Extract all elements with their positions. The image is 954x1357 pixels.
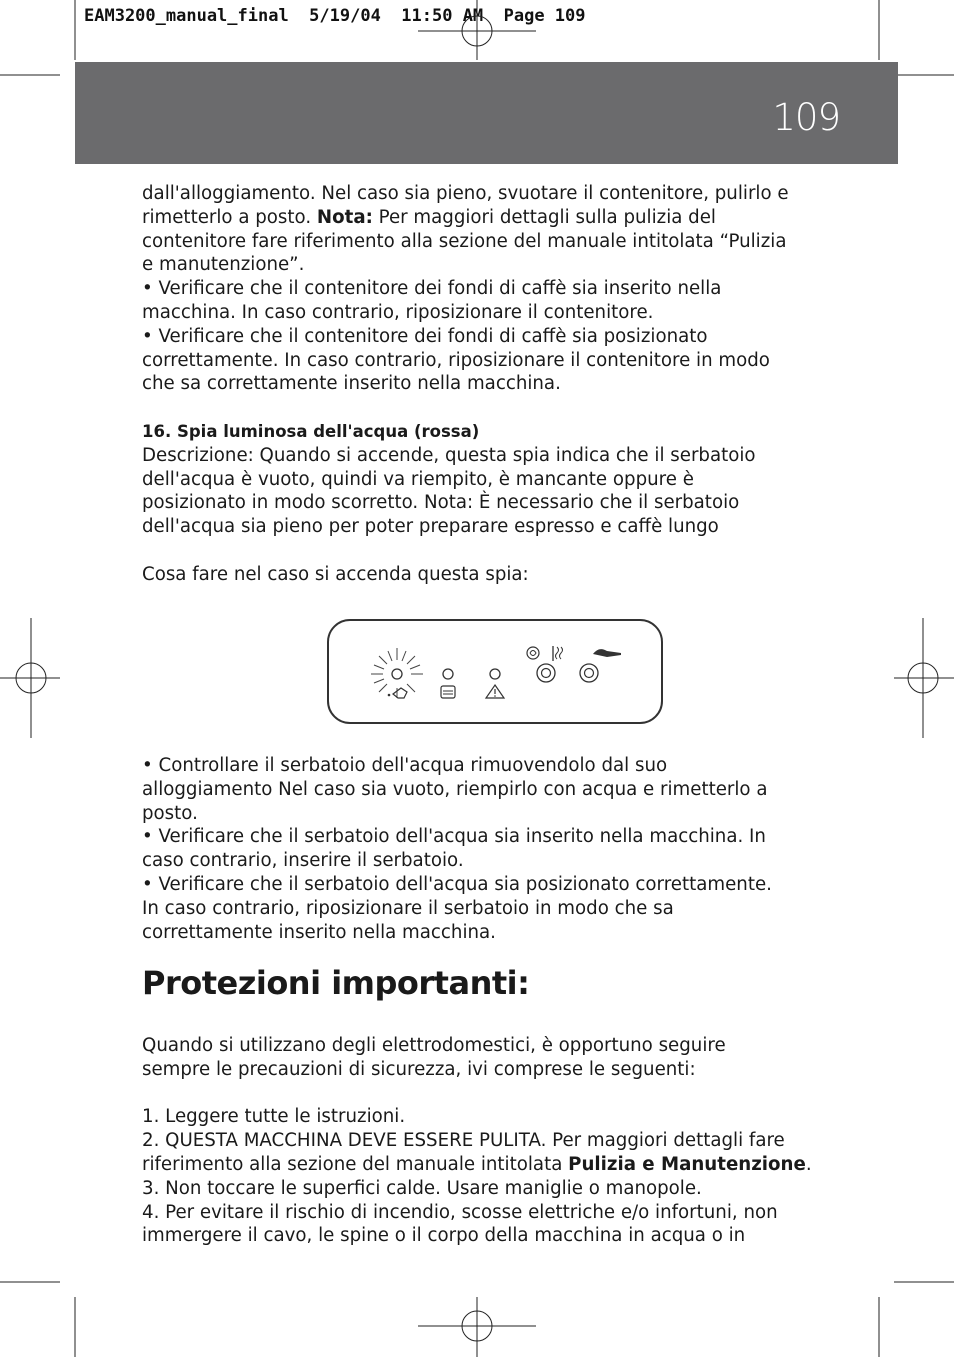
list-item: 3. Non toccare le superfici calde. Usare maniglie o manopole. — [142, 1177, 702, 1199]
list-item: 2. QUESTA MACCHINA DEVE ESSERE PULITA. Per maggiori dettagli fare — [142, 1130, 785, 1152]
text-line: dell'acqua è vuoto, quindi va riempito, è mancante oppure è — [142, 468, 694, 490]
bullet-line: • Verificare che il serbatoio dell'acqua sia posizionato correttamente. — [142, 873, 772, 895]
continued-instructions — [142, 182, 842, 587]
text-line: sempre le precauzioni di sicurezza, ivi comprese le seguenti: — [142, 1058, 696, 1080]
bullet-line: In caso contrario, riposizionare il serbatoio in modo che sa — [142, 897, 674, 919]
text-line: e manutenzione”. — [142, 254, 305, 276]
print-slug: EAM3200_manual_final 5/19/04 11:50 AM Page 109 — [84, 6, 586, 26]
bullet-line: caso contrario, inserire il serbatoio. — [142, 850, 464, 872]
text-line: Cosa fare nel caso si accenda questa spia: — [142, 563, 529, 585]
bullet-line: macchina. In caso contrario, riposizionare il contenitore. — [142, 301, 654, 323]
bullet-line: • Controllare il serbatoio dell'acqua rimuovendolo dal suo — [142, 755, 668, 776]
header-band — [75, 62, 898, 164]
list-item: riferimento alla sezione del manuale intitolata Pulizia e Manutenzione. — [142, 1153, 812, 1175]
section-title: Protezioni importanti: — [142, 964, 530, 1002]
bullet-line: alloggiamento Nel caso sia vuoto, riempirlo con acqua e rimetterlo a — [142, 778, 768, 800]
text-line: contenitore fare riferimento alla sezione del manuale intitolata “Pulizia — [142, 230, 787, 252]
text-line: posizionato in modo scorretto. Nota: È necessario che il serbatoio — [142, 492, 740, 514]
bold-reference: Pulizia e Manutenzione — [568, 1153, 806, 1175]
bullet-line: • Verificare che il contenitore dei fondi di caffè sia inserito nella — [142, 278, 722, 300]
bullet-line: correttamente inserito nella macchina. — [142, 921, 496, 943]
water-tank-instructions — [142, 754, 842, 944]
page-number: 109 — [772, 96, 840, 139]
list-item: immergere il cavo, le spine o il corpo della macchina in acqua o in — [142, 1225, 746, 1247]
bullet-line: • Verificare che il contenitore dei fondi di caffè sia posizionato — [142, 325, 708, 347]
bullet-line: • Verificare che il serbatoio dell'acqua sia inserito nella macchina. In — [142, 826, 766, 848]
note-label: Nota: — [316, 206, 373, 228]
control-panel-illustration — [327, 619, 663, 724]
text-line: dell'acqua sia pieno per poter preparare espresso e caffè lungo — [142, 516, 719, 538]
bullet-line: che sa correttamente inserito nella macchina. — [142, 373, 561, 395]
text-line: Descrizione: Quando si accende, questa spia indica che il serbatoio — [142, 444, 756, 466]
bullet-line: correttamente. In caso contrario, riposizionare il contenitore in modo — [142, 349, 770, 371]
bullet-line: posto. — [142, 802, 198, 824]
section-heading: 16. Spia luminosa dell'acqua (rossa) — [142, 421, 480, 441]
text-line: rimetterlo a posto. Nota: Per maggiori dettagli sulla pulizia del — [142, 206, 716, 228]
text-line: dall'alloggiamento. Nel caso sia pieno, svuotare il contenitore, pulirlo e — [142, 183, 789, 204]
list-item: 4. Per evitare il rischio di incendio, scosse elettriche e/o infortuni, non — [142, 1201, 778, 1223]
list-item: 1. Leggere tutte le istruzioni. — [142, 1106, 406, 1128]
text-line: Quando si utilizzano degli elettrodomestici, è opportuno seguire — [142, 1035, 726, 1056]
safety-instructions — [142, 1034, 842, 1248]
